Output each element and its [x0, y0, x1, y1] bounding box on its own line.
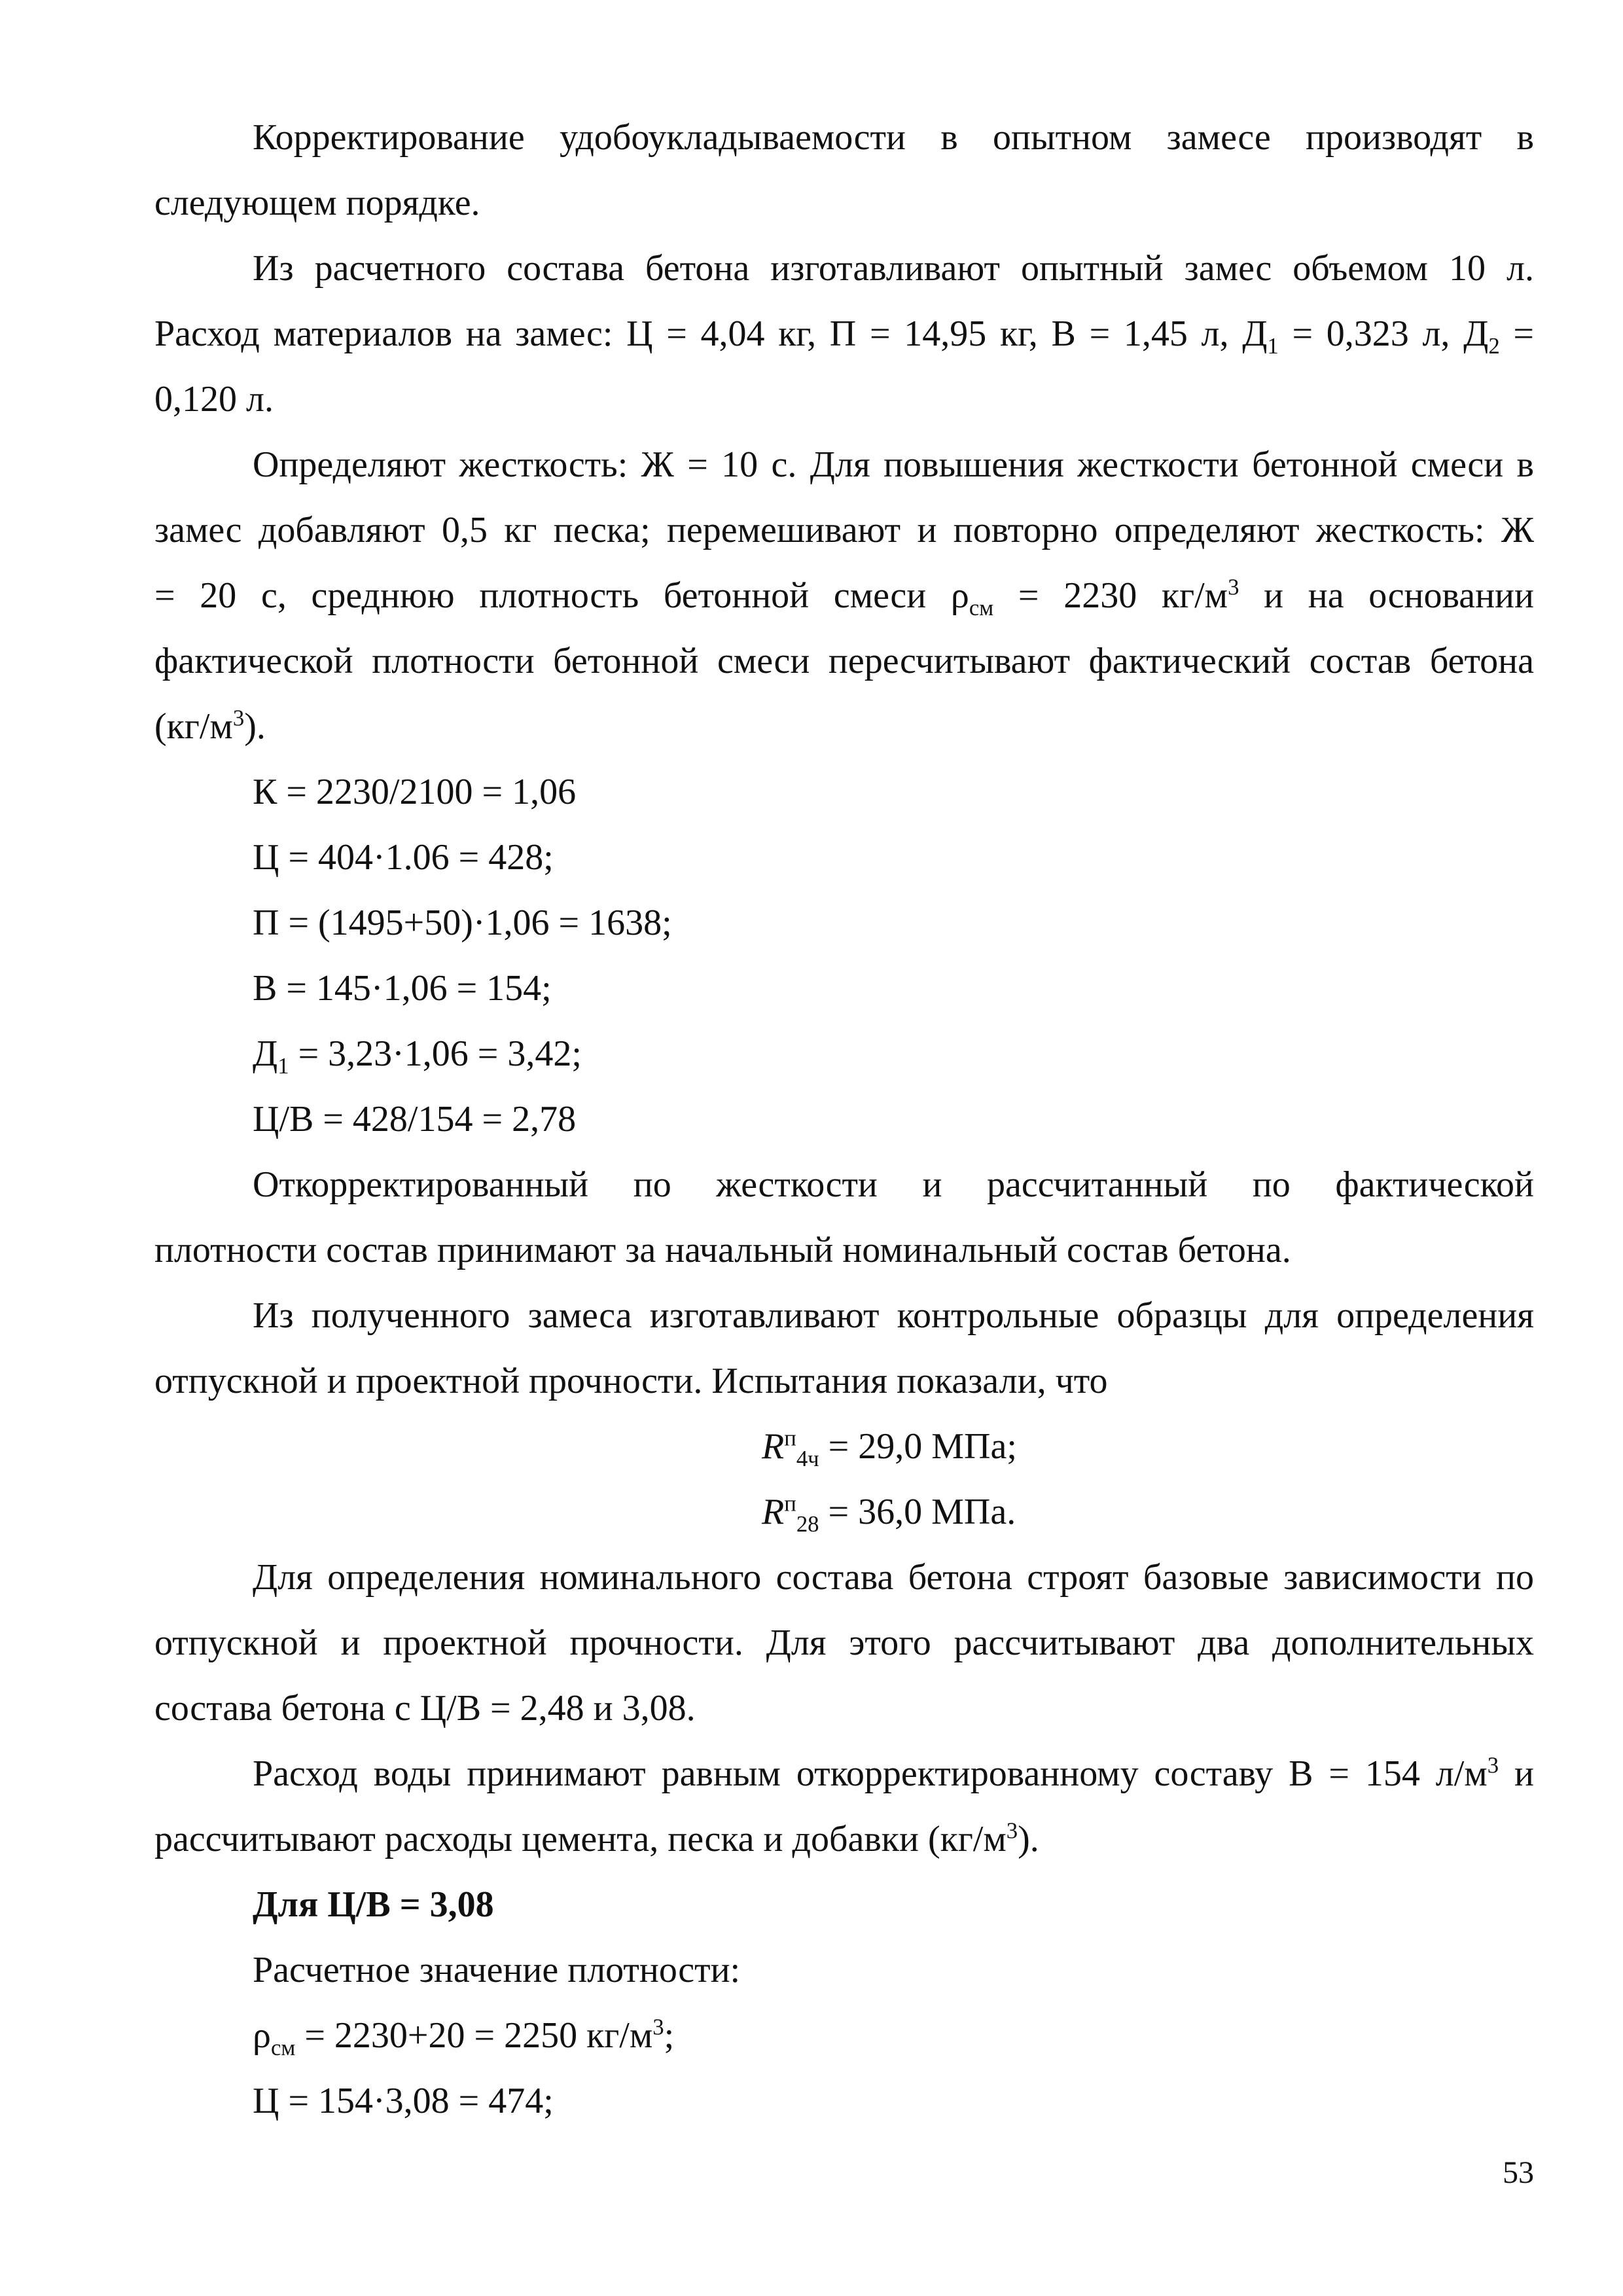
text-segment: = 20 с, среднюю плотность бетонной смеси ρ: [154, 575, 969, 616]
text-segment: и на основании: [1239, 575, 1534, 616]
text-segment: = 2230+20 = 2250 кг/м: [295, 2015, 653, 2056]
text-segment: и: [1499, 1753, 1535, 1794]
text-segment: ρ: [253, 2015, 271, 2056]
result-release-strength: [154, 1414, 1534, 1479]
text-segment: = 29,0 МПа;: [819, 1426, 1017, 1467]
subscript: см: [270, 2035, 296, 2061]
text-segment: рассчитывают расходы цемента, песка и добавки (кг/м: [154, 1819, 1007, 1859]
superscript: 3: [232, 705, 245, 731]
paragraph-2-line-2: [154, 301, 1534, 367]
calc-additive: [154, 1021, 1534, 1086]
text-segment: R: [762, 1426, 785, 1467]
calc-ratio: Ц/В = 428/154 = 2,78: [253, 1099, 577, 1139]
density-label: Расчетное значение плотности:: [253, 1950, 741, 1990]
calc-water: В = 145·1,06 = 154;: [253, 968, 552, 1009]
text-segment: Расход материалов на замес: Ц = 4,04 кг, П = 14,95 кг, В = 1,45 л, Д: [154, 314, 1268, 354]
paragraph-3-line-3: [154, 563, 1534, 628]
paragraph-6-line-3: состава бетона с Ц/В = 2,48 и 3,08.: [154, 1688, 696, 1729]
text-segment: Расход воды принимают равным откорректированному составу В = 154 л/м: [253, 1753, 1488, 1794]
paragraph-3-line-4: фактической плотности бетонной смеси пересчитывают фактический состав бетона: [154, 641, 1534, 681]
subscript: 4ч: [796, 1446, 819, 1472]
text-segment: =: [1499, 314, 1534, 354]
calc-cement: Ц = 404·1.06 = 428;: [253, 837, 554, 878]
paragraph-7-line-1: [154, 1741, 1534, 1806]
paragraph-7-line-2: [154, 1806, 1534, 1872]
subscript: 2: [1488, 333, 1500, 359]
paragraph-4-line-1: Откорректированный по жесткости и рассчитанный по фактической: [253, 1164, 1534, 1205]
subscript: 1: [1267, 333, 1279, 359]
subscript: см: [969, 595, 994, 621]
text-segment: (кг/м: [154, 706, 233, 747]
superscript: п: [784, 1490, 796, 1516]
paragraph-6-line-1: Для определения номинального состава бетона строят базовые зависимости по: [253, 1557, 1534, 1598]
superscript: п: [784, 1425, 796, 1451]
text-segment: = 36,0 МПа.: [819, 1492, 1016, 1532]
text-segment: = 3,23·1,06 = 3,42;: [289, 1033, 582, 1074]
paragraph-3-line-2: замес добавляют 0,5 кг песка; перемешивают и повторно определяют жесткость: Ж: [154, 510, 1534, 550]
text-segment: ;: [664, 2015, 675, 2056]
paragraph-2-line-1: Из расчетного состава бетона изготавливают опытный замес объемом 10 л.: [253, 248, 1534, 289]
paragraph-5-line-1: Из полученного замеса изготавливают контрольные образцы для определения: [253, 1295, 1534, 1336]
superscript: 3: [1487, 1752, 1499, 1778]
paragraph-6-line-2: отпускной и проектной прочности. Для этого рассчитывают два дополнительных: [154, 1623, 1534, 1663]
paragraph-3-line-5: [154, 694, 1534, 759]
paragraph-2-line-3: 0,120 л.: [154, 379, 274, 420]
text-segment: ).: [244, 706, 266, 747]
paragraph-5-line-2: отпускной и проектной прочности. Испытания показали, что: [154, 1361, 1108, 1401]
text-segment: Д: [253, 1033, 278, 1074]
text-segment: = 2230 кг/м: [993, 575, 1228, 616]
page-number: 53: [1503, 2155, 1534, 2190]
section-heading: Для Ц/В = 3,08: [253, 1884, 494, 1925]
paragraph-3-line-1: Определяют жесткость: Ж = 10 с. Для повышения жесткости бетонной смеси в: [253, 444, 1534, 485]
page-body: [154, 105, 1534, 2134]
cement-formula: Ц = 154·3,08 = 474;: [253, 2081, 554, 2121]
superscript: 3: [1006, 1818, 1018, 1844]
subscript: 1: [277, 1053, 289, 1079]
density-formula: [154, 2003, 1534, 2068]
result-design-strength: [154, 1479, 1534, 1545]
calc-k: К = 2230/2100 = 1,06: [253, 772, 577, 812]
superscript: 3: [652, 2014, 664, 2040]
calc-sand: П = (1495+50)·1,06 = 1638;: [253, 903, 672, 943]
text-segment: = 0,323 л, Д: [1278, 314, 1489, 354]
paragraph-4-line-2: плотности состав принимают за начальный номинальный состав бетона.: [154, 1230, 1291, 1270]
paragraph-1-line-1: Корректирование удобоукладываемости в опытном замесе производят в: [253, 117, 1534, 158]
subscript: 28: [796, 1511, 819, 1537]
text-segment: R: [762, 1492, 785, 1532]
paragraph-1-line-2: следующем порядке.: [154, 183, 480, 223]
text-segment: ).: [1018, 1819, 1039, 1859]
superscript: 3: [1228, 574, 1240, 600]
